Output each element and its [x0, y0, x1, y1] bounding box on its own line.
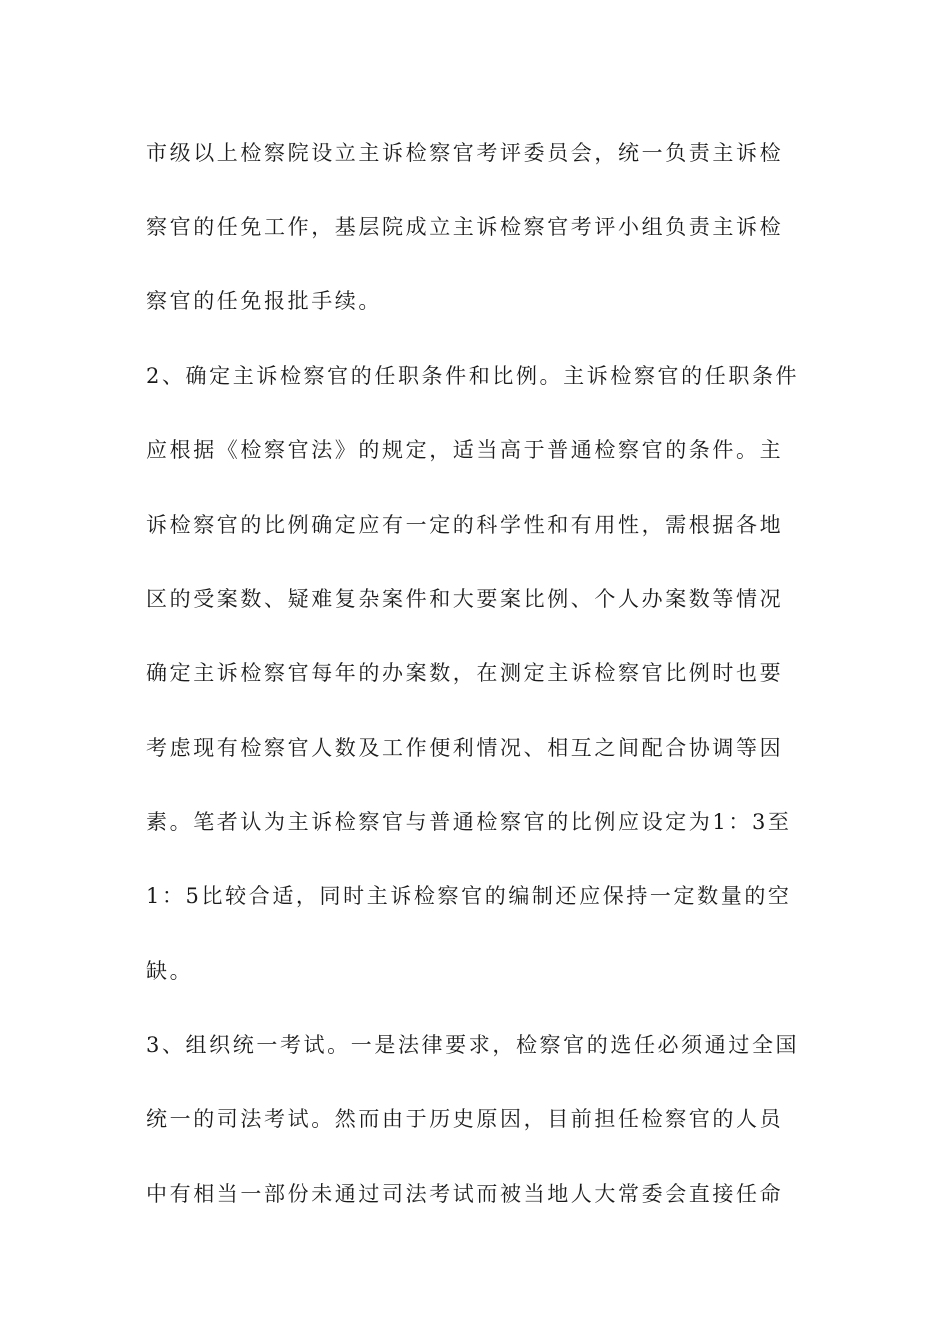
text-line: 应根据《检察官法》的规定，适当高于普通检察官的条件。主 — [146, 438, 784, 462]
text-line: 诉检察官的比例确定应有一定的科学性和有用性，需根据各地 — [146, 513, 784, 537]
text-line: 3、组织统一考试。一是法律要求，检察官的选任必须通过全国 — [146, 1033, 800, 1057]
text-line: 区的受案数、疑难复杂案件和大要案比例、个人办案数等情况 — [146, 587, 784, 611]
text-line: 2、确定主诉检察官的任职条件和比例。主诉检察官的任职条件 — [146, 364, 800, 388]
text-line: 察官的任免工作，基层院成立主诉检察官考评小组负责主诉检 — [146, 215, 784, 239]
text-line: 统一的司法考试。然而由于历史原因，目前担任检察官的人员 — [146, 1107, 784, 1131]
text-line: 素。笔者认为主诉检察官与普通检察官的比例应设定为1：3至 — [146, 810, 792, 834]
text-line: 考虑现有检察官人数及工作便利情况、相互之间配合协调等因 — [146, 736, 784, 760]
text-line: 1：5比较合适，同时主诉检察官的编制还应保持一定数量的空 — [146, 884, 792, 908]
text-line: 缺。 — [146, 959, 194, 983]
text-line: 市级以上检察院设立主诉检察官考评委员会，统一负责主诉检 — [146, 141, 784, 165]
text-line: 确定主诉检察官每年的办案数，在测定主诉检察官比例时也要 — [146, 661, 784, 685]
text-line: 察官的任免报批手续。 — [146, 289, 382, 313]
text-line: 中有相当一部份未通过司法考试而被当地人大常委会直接任命 — [146, 1182, 784, 1206]
